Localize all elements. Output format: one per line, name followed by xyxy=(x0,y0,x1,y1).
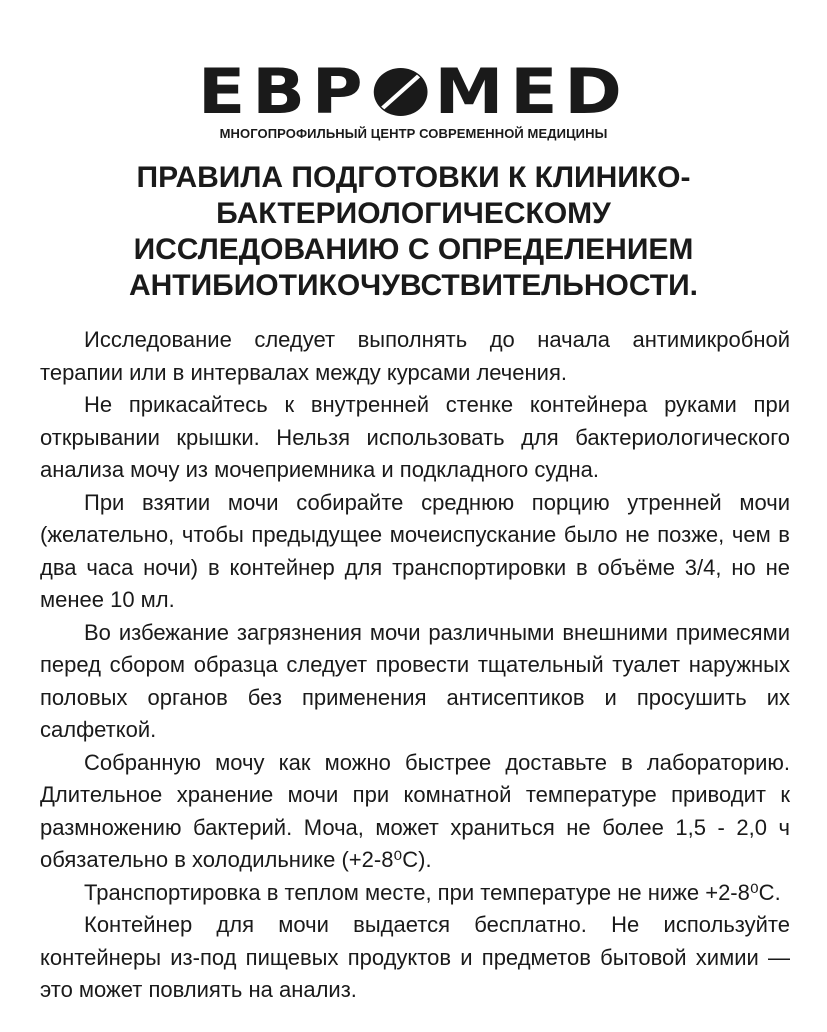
logo xyxy=(0,55,827,128)
paragraph-container: Не прикасайтесь к внутренней стенке контейнера руками при открывании крышки. Нельзя использовать для бактериологического анализа мочу из мочеприемника и подкладного судна. xyxy=(40,392,790,482)
pill-icon xyxy=(372,66,430,118)
title-line: БАКТЕРИОЛОГИЧЕСКОМУ xyxy=(216,197,611,230)
title-line: ИССЛЕДОВАНИЮ С ОПРЕДЕЛЕНИЕМ xyxy=(133,233,694,266)
paragraph-timing: Исследование следует выполнять до начала антимикробной терапии или в интервалах между курсами лечения. xyxy=(40,327,790,385)
logo-wordmark xyxy=(198,55,629,128)
paragraph-storage: Собранную мочу как можно быстрее доставьте в лабораторию. Длительное хранение мочи при комнатной температуре приводит к размножению бактерий. Моча, может храниться не более 1,5 - 2,0 ч обязательно в холодильнике (+2-8⁰С). xyxy=(40,749,790,872)
logo-text-left: ЕВР xyxy=(198,55,370,128)
paragraph-transport: Транспортировка в теплом месте, при температуре не ниже +2-8⁰С. xyxy=(84,879,781,905)
title-line: АНТИБИОТИКОЧУВСТВИТЕЛЬНОСТИ. xyxy=(128,269,699,302)
paragraph-hygiene: Во избежание загрязнения мочи различными внешними примесями перед сбором образца следует провести тщательный туалет наружных половых органов без применения антисептиков и просушить их салфеткой. xyxy=(40,619,790,742)
instructions-body xyxy=(40,324,790,1007)
logo-text-right: MED xyxy=(434,55,629,128)
page-title xyxy=(60,160,767,304)
paragraph-collection: При взятии мочи собирайте среднюю порцию утренней мочи (желательно, чтобы предыдущее мочеиспускание было не позже, чем в два часа ночи) в контейнер для транспортировки в объёме 3/4, но не менее 10 мл. xyxy=(40,489,790,612)
paragraph-container-note: Контейнер для мочи выдается бесплатно. Не используйте контейнеры из-под пищевых продуктов и предметов бытовой химии — это может повлиять на анализ. xyxy=(40,912,790,1002)
title-line: ПРАВИЛА ПОДГОТОВКИ К КЛИНИКО- xyxy=(136,161,691,194)
logo-tagline: МНОГОПРОФИЛЬНЫЙ ЦЕНТР СОВРЕМЕННОЙ МЕДИЦИНЫ xyxy=(219,126,608,141)
